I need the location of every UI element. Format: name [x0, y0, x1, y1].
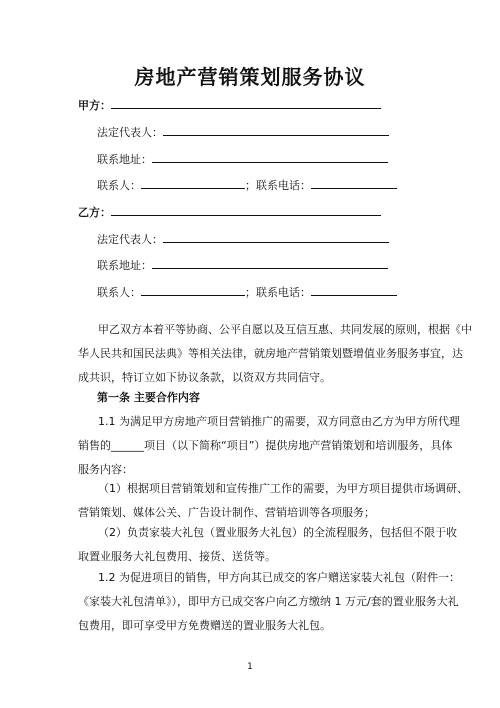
party-b-legal-rep-label: 法定代表人： [97, 233, 163, 246]
party-a-legal-rep-label: 法定代表人： [97, 126, 163, 139]
clause-1-2 [78, 566, 460, 638]
party-b-blank [111, 204, 381, 216]
party-a-legal-rep-line [97, 124, 389, 140]
party-a-phone-label: ；联系电话： [245, 179, 311, 192]
party-b-address-label: 联系地址： [97, 259, 152, 272]
party-a-blank [111, 97, 381, 109]
item-1 [78, 477, 468, 525]
party-a-contact-label: 联系人： [97, 179, 141, 192]
clause-1-2-line-2: 《家装大礼包清单》），即甲方已成交客户向乙方缴纳 1 万元/套的置业服务大礼 [78, 595, 459, 608]
party-a-address-blank [152, 151, 388, 163]
party-a-phone-blank [311, 177, 397, 189]
party-b-address-blank [152, 257, 388, 269]
party-b-contact-line [97, 284, 397, 300]
party-a-address-line [97, 151, 388, 167]
clause-1-1-line-2: 销售的______项目（以下简称“项目”）提供房地产营销策划和培训服务，具体 [78, 439, 453, 452]
clause-1-1-line-3: 服务内容： [78, 463, 133, 476]
party-b-contact-blank [141, 284, 245, 296]
clause-1-1 [78, 410, 460, 482]
party-a-contact-blank [141, 177, 245, 189]
party-b-contact-label: 联系人： [97, 286, 141, 299]
party-a-label: 甲方： [78, 99, 111, 112]
clause-1-2-line-3: 包费用，即可享受甲方免费赠送的置业服务大礼包。 [78, 619, 331, 632]
preamble-line-3: 成共识，特订立如下协议条款，以资双方共同信守。 [78, 371, 331, 384]
party-b-label: 乙方： [78, 206, 111, 219]
clause-1-2-line-1: 1.2 为促进项目的销售，甲方向其已成交的客户赠送家装大礼包（附件一： [98, 571, 460, 584]
party-b-legal-rep-blank [163, 231, 389, 243]
party-b-line [78, 204, 381, 220]
item-2 [78, 521, 457, 569]
party-b-phone-blank [311, 284, 397, 296]
party-b-address-line [97, 257, 388, 273]
page-number: 1 [247, 662, 253, 672]
party-a-line [78, 97, 381, 113]
preamble-line-1: 甲乙双方本着平等协商、公平自愿以及互信互惠、共同发展的原则，根据《中 [98, 323, 472, 336]
item-2-line-1: （2）负责家装大礼包（置业服务大礼包）的全流程服务，包括但不限于收 [98, 526, 457, 539]
item-1-line-1: （1）根据项目营销策划和宣传推广工作的需要，为甲方项目提供市场调研、 [98, 482, 468, 495]
party-a-contact-line [97, 177, 397, 193]
clause-1-1-line-1: 1.1 为满足甲方房地产项目营销推广的需要，双方同意由乙方为甲方所代理 [98, 415, 460, 428]
document-title: 房地产营销策划服务协议 [134, 65, 366, 89]
party-b-phone-label: ；联系电话： [245, 286, 311, 299]
article-1-heading: 第一条 主要合作内容 [97, 391, 200, 404]
party-a-legal-rep-blank [163, 124, 389, 136]
party-b-legal-rep-line [97, 231, 389, 247]
preamble-paragraph [78, 318, 472, 390]
item-1-line-2: 营销策划、媒体公关、广告设计制作、营销培训等各项服务； [78, 506, 375, 519]
party-a-address-label: 联系地址： [97, 153, 152, 166]
preamble-line-2: 华人民共和国民法典》等相关法律，就房地产营销策划暨增值业务服务事宜，达 [78, 347, 463, 360]
item-2-line-2: 取置业服务大礼包费用、接货、送货等。 [78, 550, 276, 563]
